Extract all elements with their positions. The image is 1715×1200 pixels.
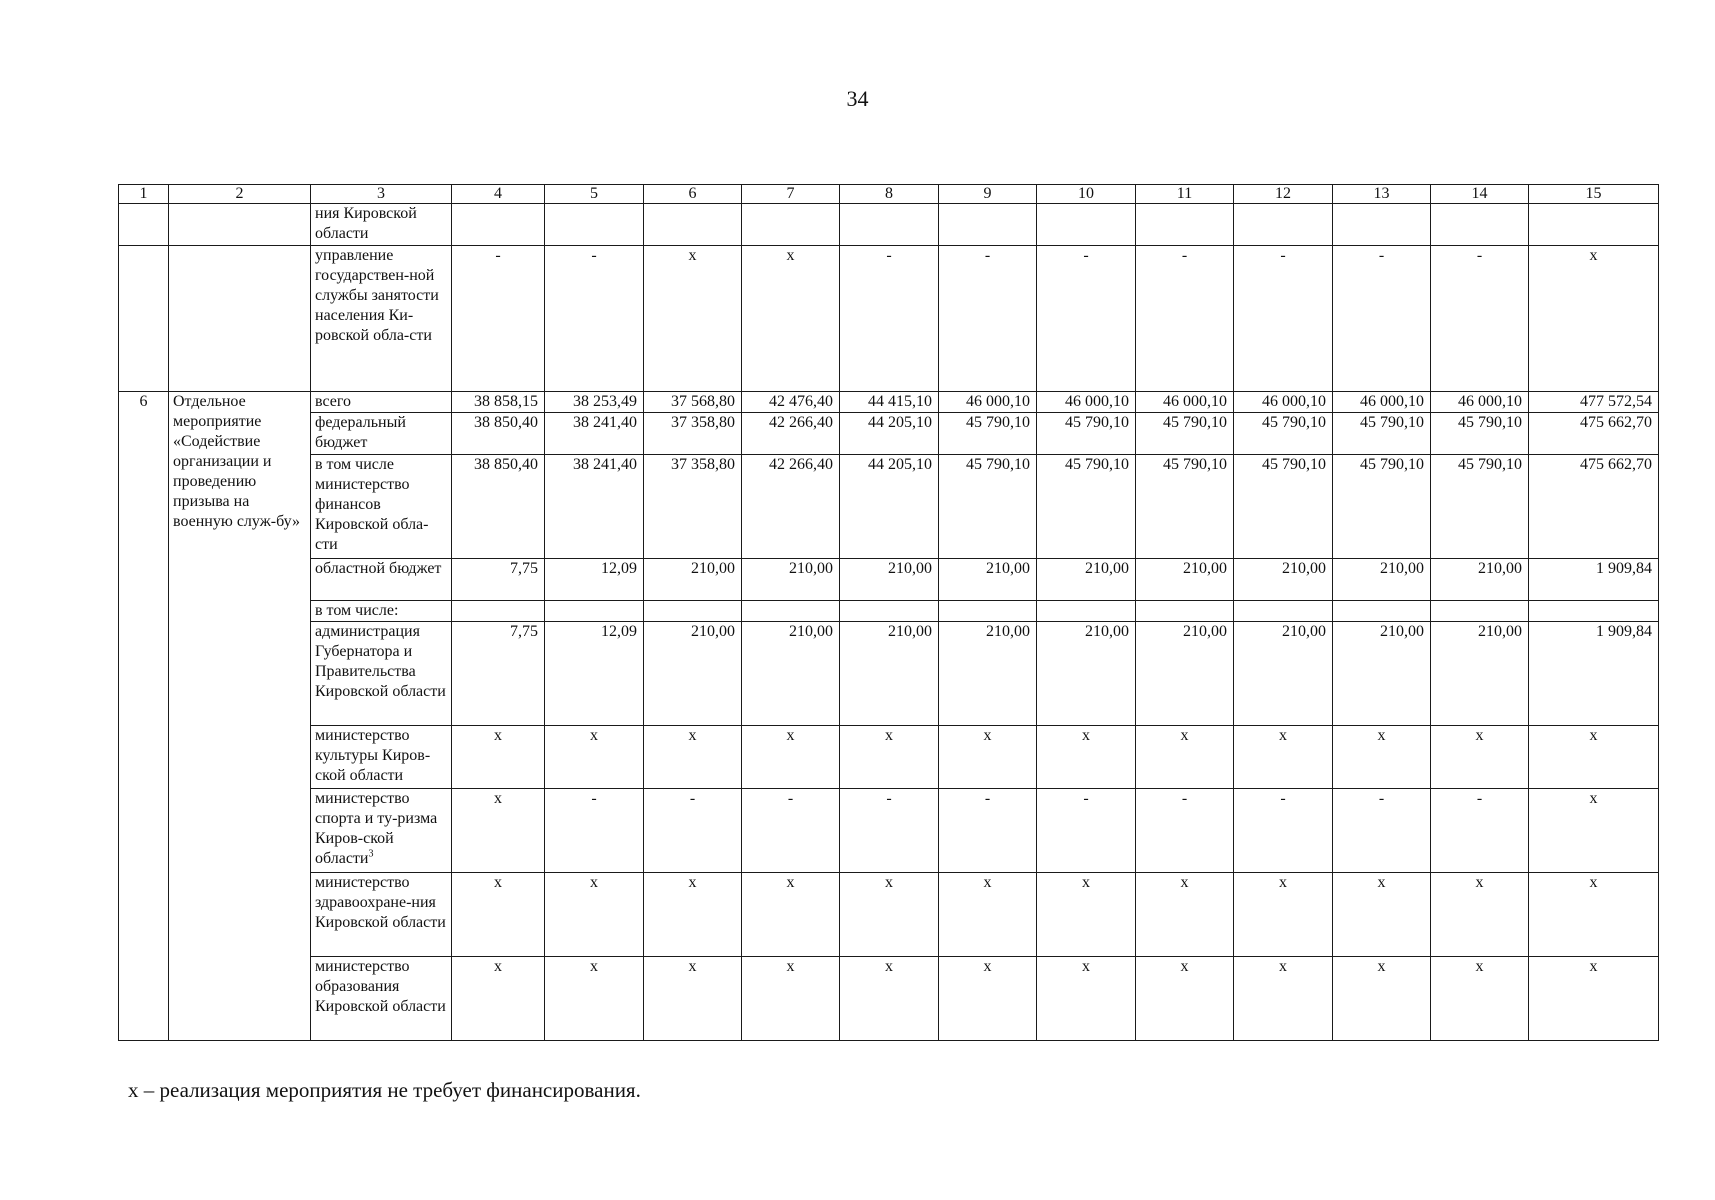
- table-cell: -: [1333, 246, 1431, 392]
- table-row: [119, 413, 1659, 455]
- row-label: министерство образования Кировской области: [311, 957, 452, 1041]
- table-cell: 37 358,80: [644, 455, 742, 559]
- table-cell: [545, 204, 644, 246]
- column-number: 7: [742, 185, 840, 204]
- table-cell: 477 572,54: [1529, 392, 1659, 413]
- table-cell: x: [1136, 957, 1234, 1041]
- table-row: [119, 873, 1659, 957]
- table-row: [119, 622, 1659, 726]
- table-cell: x: [545, 726, 644, 789]
- table-row: [119, 559, 1659, 601]
- table-cell: 45 790,10: [1431, 413, 1529, 455]
- table-cell: x: [742, 726, 840, 789]
- table-cell: 210,00: [742, 622, 840, 726]
- column-number: 12: [1234, 185, 1333, 204]
- table-cell: x: [1037, 873, 1136, 957]
- table-cell: [452, 601, 545, 622]
- event-name: Отдельное мероприятие «Содействие организации и проведению призыва на военную служ-бу»: [169, 392, 311, 1041]
- table-cell: [840, 204, 939, 246]
- column-number: 8: [840, 185, 939, 204]
- table-cell: 45 790,10: [939, 413, 1037, 455]
- table-cell: -: [1136, 789, 1234, 873]
- table-row: [119, 392, 1659, 413]
- table-cell: -: [1333, 789, 1431, 873]
- table-cell: 210,00: [1431, 622, 1529, 726]
- table-cell: [742, 204, 840, 246]
- table-cell: x: [452, 957, 545, 1041]
- table-cell: x: [1529, 873, 1659, 957]
- table-cell: [1234, 204, 1333, 246]
- table-cell: 210,00: [644, 622, 742, 726]
- table-cell: 38 241,40: [545, 455, 644, 559]
- table-cell: 46 000,10: [939, 392, 1037, 413]
- table-cell: x: [742, 957, 840, 1041]
- table-cell: 210,00: [1431, 559, 1529, 601]
- table-cell: x: [1529, 789, 1659, 873]
- column-number: 1: [119, 185, 169, 204]
- table-cell: 210,00: [1234, 622, 1333, 726]
- table-cell: x: [1431, 873, 1529, 957]
- table-cell: x: [545, 873, 644, 957]
- table-cell: 12,09: [545, 622, 644, 726]
- table-cell: -: [840, 246, 939, 392]
- table-cell: 210,00: [939, 622, 1037, 726]
- row-label-text: министерство спорта и ту-ризма Киров-ской области: [315, 790, 438, 867]
- table-cell: 38 850,40: [452, 455, 545, 559]
- table-row: [119, 726, 1659, 789]
- table-cell: 210,00: [1136, 559, 1234, 601]
- column-number: 5: [545, 185, 644, 204]
- table-cell: 7,75: [452, 622, 545, 726]
- row-label: всего: [311, 392, 452, 413]
- table-cell: [644, 601, 742, 622]
- page-number: 34: [846, 86, 869, 111]
- table-cell: [1037, 601, 1136, 622]
- table-cell: [1037, 204, 1136, 246]
- table-cell: 42 476,40: [742, 392, 840, 413]
- table-cell: 45 790,10: [1037, 413, 1136, 455]
- table-cell: 46 000,10: [1333, 392, 1431, 413]
- table-cell: [1431, 601, 1529, 622]
- table-cell: 210,00: [1037, 622, 1136, 726]
- table-cell: 210,00: [742, 559, 840, 601]
- table-cell: 45 790,10: [939, 455, 1037, 559]
- table-cell: x: [1529, 957, 1659, 1041]
- row-label: федеральный бюджет: [311, 413, 452, 455]
- table-cell: x: [840, 873, 939, 957]
- table-cell: 46 000,10: [1234, 392, 1333, 413]
- table-cell: -: [1431, 246, 1529, 392]
- column-number-row: [119, 185, 1659, 204]
- table-cell: x: [1333, 873, 1431, 957]
- table-cell: 42 266,40: [742, 413, 840, 455]
- table-cell: -: [1234, 246, 1333, 392]
- table-cell: x: [1234, 873, 1333, 957]
- table-cell: x: [939, 873, 1037, 957]
- table-cell: [452, 204, 545, 246]
- row-label: в том числе министерство финансов Кировской обла-сти: [311, 455, 452, 559]
- column-number: 15: [1529, 185, 1659, 204]
- table-cell: [1431, 204, 1529, 246]
- table-cell: x: [939, 957, 1037, 1041]
- row-label: министерство здравоохране-ния Кировской области: [311, 873, 452, 957]
- table-cell: x: [644, 246, 742, 392]
- table-row: [119, 789, 1659, 873]
- column-number: 9: [939, 185, 1037, 204]
- table-cell: 45 790,10: [1333, 413, 1431, 455]
- table-cell: 37 358,80: [644, 413, 742, 455]
- table-cell: 210,00: [939, 559, 1037, 601]
- table-cell: -: [1037, 246, 1136, 392]
- table-cell: 44 205,10: [840, 413, 939, 455]
- table-cell: [1333, 601, 1431, 622]
- table-cell: 210,00: [840, 622, 939, 726]
- table-cell: x: [840, 726, 939, 789]
- table-cell: 210,00: [840, 559, 939, 601]
- table-cell: x: [742, 873, 840, 957]
- row-label: ния Кировской области: [311, 204, 452, 246]
- table-cell: x: [1333, 726, 1431, 789]
- table-cell: 210,00: [1333, 622, 1431, 726]
- table-cell: [644, 204, 742, 246]
- table-cell: [1529, 204, 1659, 246]
- table-cell: 210,00: [1234, 559, 1333, 601]
- table-cell: x: [1037, 957, 1136, 1041]
- row-label: [311, 789, 452, 873]
- table-cell: -: [452, 246, 545, 392]
- table-cell: [1136, 204, 1234, 246]
- table-cell: 210,00: [1136, 622, 1234, 726]
- table-cell: [939, 601, 1037, 622]
- table-cell: x: [644, 873, 742, 957]
- table-cell: 38 850,40: [452, 413, 545, 455]
- table-cell: -: [644, 789, 742, 873]
- table-cell: x: [1037, 726, 1136, 789]
- table-cell: [545, 601, 644, 622]
- table-cell: x: [644, 957, 742, 1041]
- table-cell: 475 662,70: [1529, 413, 1659, 455]
- row-label: управление государствен-ной службы занятости населения Ки-ровской обла-сти: [311, 246, 452, 392]
- table-cell: 475 662,70: [1529, 455, 1659, 559]
- table-cell: -: [1037, 789, 1136, 873]
- row-label: областной бюджет: [311, 559, 452, 601]
- table-cell: 45 790,10: [1234, 413, 1333, 455]
- table-cell: 7,75: [452, 559, 545, 601]
- table-cell: 38 858,15: [452, 392, 545, 413]
- table-cell: 210,00: [1037, 559, 1136, 601]
- footnote: x – реализация мероприятия не требует финансирования.: [128, 1078, 641, 1102]
- table-cell: [742, 601, 840, 622]
- table-cell: [1136, 601, 1234, 622]
- table-cell: -: [1431, 789, 1529, 873]
- column-number: 13: [1333, 185, 1431, 204]
- table-cell: [939, 204, 1037, 246]
- table-cell: 45 790,10: [1333, 455, 1431, 559]
- table-cell: x: [644, 726, 742, 789]
- table-cell: 210,00: [644, 559, 742, 601]
- table-cell: -: [840, 789, 939, 873]
- table-row: [119, 246, 1659, 392]
- table-cell: [1234, 601, 1333, 622]
- table-cell: x: [452, 873, 545, 957]
- table-cell: x: [452, 726, 545, 789]
- table-cell: x: [1136, 726, 1234, 789]
- table-cell: 46 000,10: [1431, 392, 1529, 413]
- table-cell: 46 000,10: [1136, 392, 1234, 413]
- column-number: 3: [311, 185, 452, 204]
- table-row: [119, 957, 1659, 1041]
- table-cell: 42 266,40: [742, 455, 840, 559]
- table-cell: 1 909,84: [1529, 559, 1659, 601]
- table-row: [119, 455, 1659, 559]
- table-cell: [840, 601, 939, 622]
- column-number: 6: [644, 185, 742, 204]
- table-cell: -: [1234, 789, 1333, 873]
- table-cell: 44 415,10: [840, 392, 939, 413]
- column-number: 4: [452, 185, 545, 204]
- table-cell: 46 000,10: [1037, 392, 1136, 413]
- table-cell: -: [742, 789, 840, 873]
- row-label: администрация Губернатора и Правительства Кировской области: [311, 622, 452, 726]
- column-number: 10: [1037, 185, 1136, 204]
- table-cell: 1 909,84: [1529, 622, 1659, 726]
- table-cell: [1333, 204, 1431, 246]
- table-cell: 45 790,10: [1037, 455, 1136, 559]
- table-cell: -: [939, 789, 1037, 873]
- table-cell: 44 205,10: [840, 455, 939, 559]
- financing-table: [118, 184, 1659, 1041]
- table-cell: -: [545, 246, 644, 392]
- table-cell: 38 253,49: [545, 392, 644, 413]
- table-cell: x: [1136, 873, 1234, 957]
- table-cell: 45 790,10: [1136, 455, 1234, 559]
- table-cell: -: [939, 246, 1037, 392]
- row-label: министерство культуры Киров-ской области: [311, 726, 452, 789]
- table-cell: [1529, 601, 1659, 622]
- event-number: 6: [119, 392, 169, 1041]
- table-cell: 38 241,40: [545, 413, 644, 455]
- table-cell: 12,09: [545, 559, 644, 601]
- column-number: 2: [169, 185, 311, 204]
- table-cell: 45 790,10: [1136, 413, 1234, 455]
- table-cell: 45 790,10: [1234, 455, 1333, 559]
- footnote-marker: 3: [368, 848, 374, 860]
- column-number: 14: [1431, 185, 1529, 204]
- table-cell: x: [1529, 246, 1659, 392]
- table-cell: 210,00: [1333, 559, 1431, 601]
- table-cell: x: [1431, 957, 1529, 1041]
- table-cell: 37 568,80: [644, 392, 742, 413]
- table-cell: x: [1431, 726, 1529, 789]
- column-number: 11: [1136, 185, 1234, 204]
- table-row: [119, 601, 1659, 622]
- table-cell: x: [1234, 957, 1333, 1041]
- table-cell: -: [1136, 246, 1234, 392]
- table-cell: -: [545, 789, 644, 873]
- table-cell: x: [1234, 726, 1333, 789]
- table-row: [119, 204, 1659, 246]
- table-cell: x: [1333, 957, 1431, 1041]
- table-cell: 45 790,10: [1431, 455, 1529, 559]
- table-cell: x: [545, 957, 644, 1041]
- table-cell: x: [939, 726, 1037, 789]
- table-cell: x: [840, 957, 939, 1041]
- table-cell: x: [742, 246, 840, 392]
- table-cell: x: [452, 789, 545, 873]
- table-cell: x: [1529, 726, 1659, 789]
- row-label: в том числе:: [311, 601, 452, 622]
